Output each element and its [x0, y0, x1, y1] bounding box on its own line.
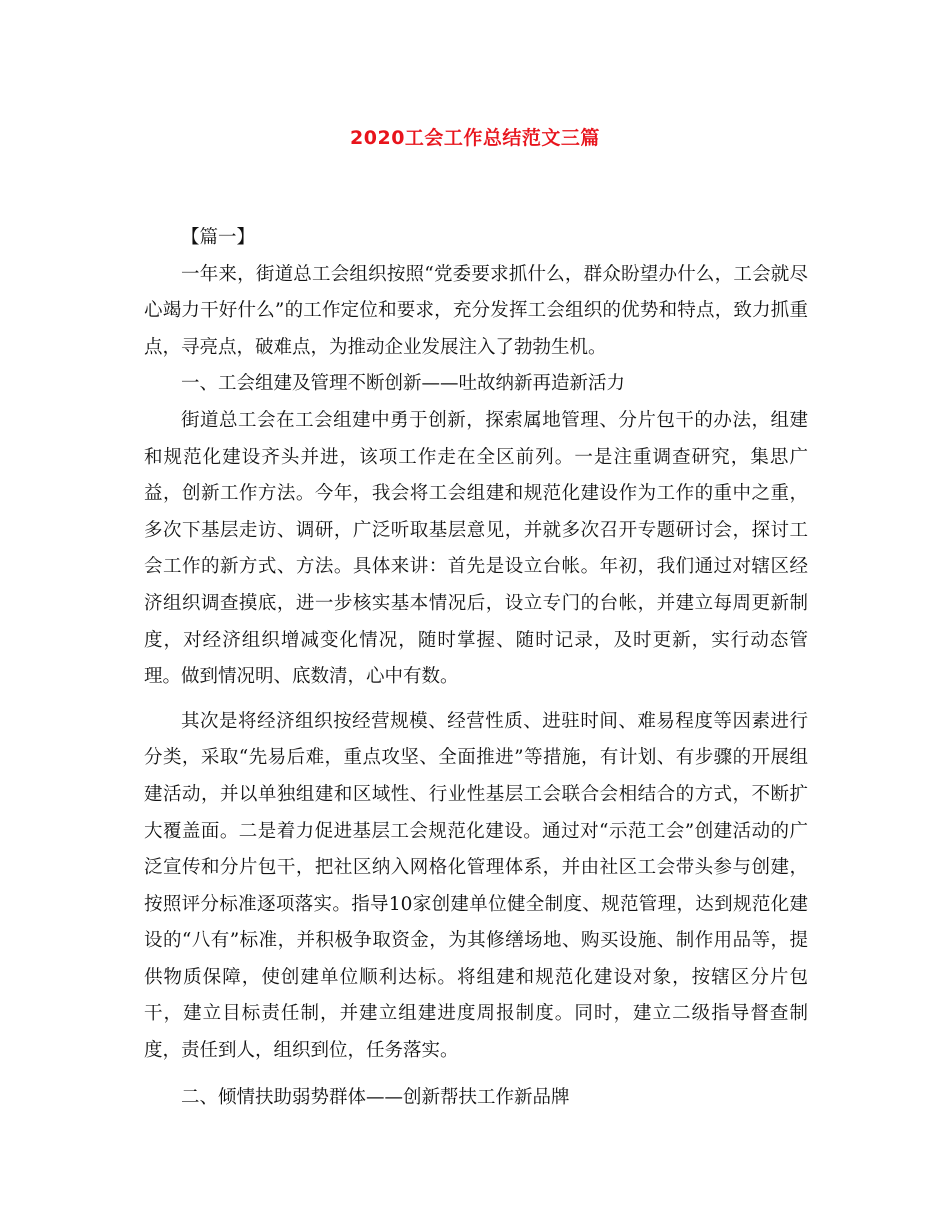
document-title: 2020工会工作总结范文三篇: [350, 127, 600, 149]
paragraph-body-2: 其次是将经济组织按经营规模、经营性质、进驻时间、难易程度等因素进行分类，采取“先易后难，重点攻坚、全面推进”等措施，有计划、有步骤的开展组建活动，并以单独组建和区域性、行业性基层工会联合会相结合的方式，不断扩大覆盖面。二是着力促进基层工会规范化建设。通过对“示范工会”创建活动的广泛宣传和分片包干，把社区纳入网格化管理体系，并由社区工会带头参与创建，按照评分标准逐项落实。指导10家创建单位健全制度、规范管理，达到规范化建设的“八有”标准，并积极争取资金，为其修缮场地、购买设施、制作用品等，提供物质保障，使创建单位顺利达标。将组建和规范化建设对象，按辖区分片包干，建立目标责任制，并建立组建进度周报制度。同时，建立二级指导督查制度，责任到人，组织到位，任务落实。: [144, 710, 808, 1062]
document-body: [144, 220, 808, 1116]
section-heading-2: 二、倾情扶助弱势群体——创新帮扶工作新品牌: [181, 1086, 570, 1108]
section-heading-1: 一、工会组建及管理不断创新——吐故纳新再造新活力: [181, 373, 626, 395]
paragraph-intro: 一年来，街道总工会组织按照“党委要求抓什么，群众盼望办什么，工会就尽心竭力干好什么”的工作定位和要求，充分发挥工会组织的优势和特点，致力抓重点，寻亮点，破难点，为推动企业发展注入了勃勃生机。: [144, 263, 808, 358]
paragraph-body-1: 街道总工会在工会组建中勇于创新，探索属地管理、分片包干的办法，组建和规范化建设齐头并进，该项工作走在全区前列。一是注重调查研究，集思广益，创新工作方法。今年，我会将工会组建和规范化建设作为工作的重中之重，多次下基层走访、调研，广泛听取基层意见，并就多次召开专题研讨会，探讨工会工作的新方式、方法。具体来讲：首先是设立台帐。年初，我们通过对辖区经济组织调查摸底，进一步核实基本情况后，设立专门的台帐，并建立每周更新制度，对经济组织增减变化情况，随时掌握、随时记录，及时更新，实行动态管理。做到情况明、底数清，心中有数。: [144, 409, 808, 688]
section-label: 【篇一】: [181, 227, 256, 248]
